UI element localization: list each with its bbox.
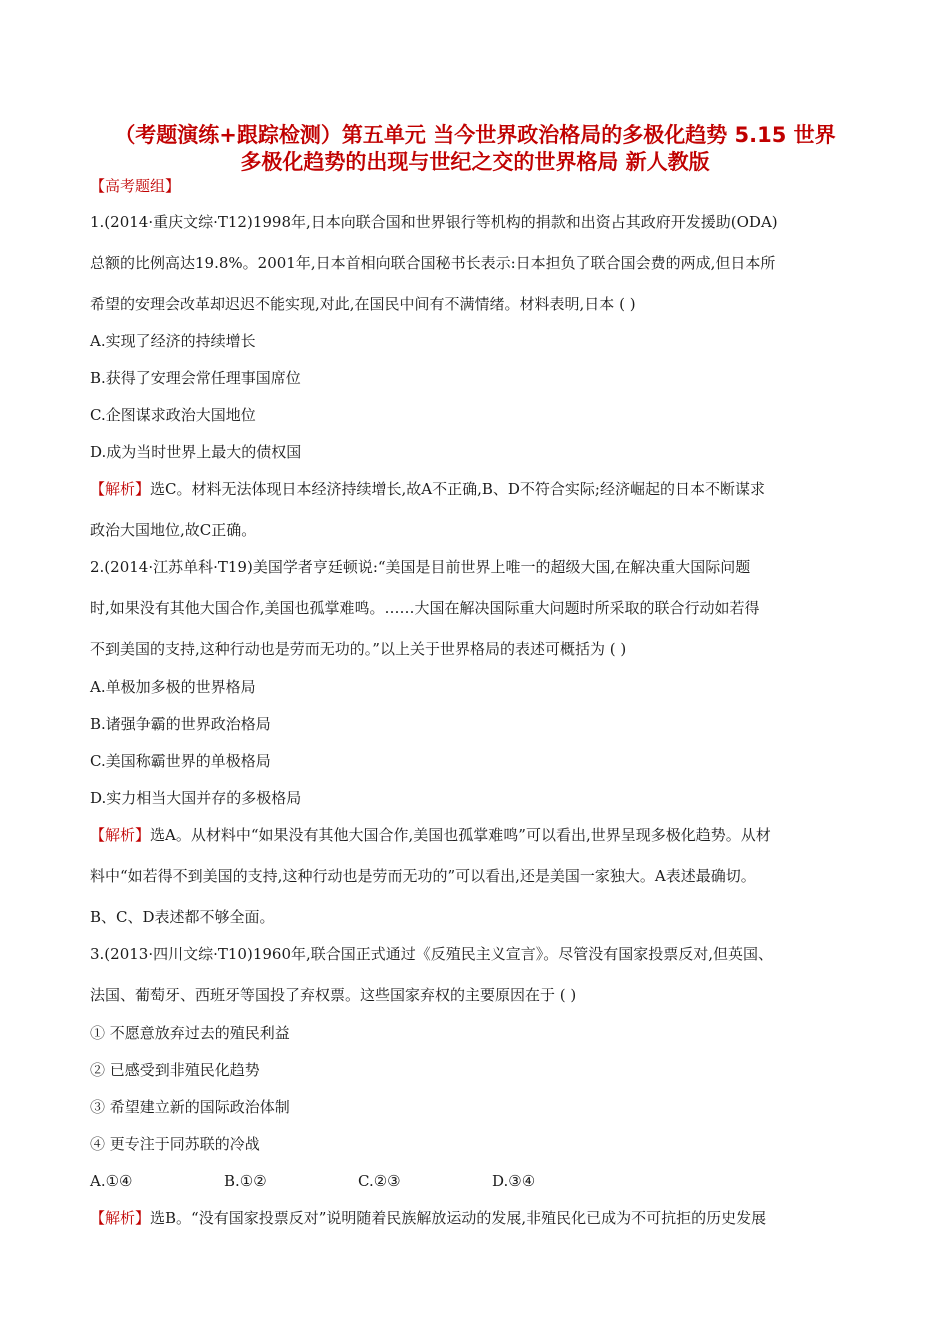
- title-main: 第五单元 当今世界政治格局的多极化趋势 5.15 世界: [341, 123, 836, 147]
- analysis-label: 【解析】: [90, 480, 151, 498]
- question-1-option-c: C.企图谋求政治大国地位: [90, 406, 256, 424]
- question-3-analysis-line-1: [90, 1208, 766, 1228]
- section-label: 【高考题组】: [90, 177, 181, 195]
- question-1-option-a: A.实现了经济的持续增长: [90, 332, 256, 350]
- document-title-line-1: [60, 121, 890, 149]
- question-2-analysis-line-1: [90, 825, 771, 845]
- question-3-item-1: ① 不愿意放弃过去的殖民利益: [90, 1024, 290, 1042]
- question-1-line-1: 1.(2014·重庆文综·T12)1998年,日本向联合国和世界银行等机构的捐款和出资占其政府开发援助(ODA): [90, 213, 778, 231]
- question-2-line-3: 不到美国的支持,这种行动也是劳而无功的。”以上关于世界格局的表述可概括为 ( ): [90, 640, 627, 658]
- question-3-choice-c: C.②③: [358, 1172, 401, 1190]
- question-2-option-d: D.实力相当大国并存的多极格局: [90, 789, 302, 807]
- question-3-choice-d: D.③④: [492, 1172, 536, 1190]
- question-2-analysis-line-3: B、C、D表述都不够全面。: [90, 908, 275, 926]
- title-prefix: （考题演练+跟踪检测）: [114, 123, 342, 147]
- analysis-text: 选A。从材料中“如果没有其他大国合作,美国也孤掌难鸣”可以看出,世界呈现多极化趋势。从材: [150, 826, 771, 844]
- question-1-analysis-line-2: 政治大国地位,故C正确。: [90, 521, 257, 539]
- question-3-item-3: ③ 希望建立新的国际政治体制: [90, 1098, 290, 1116]
- question-3-choice-a: A.①④: [90, 1172, 133, 1190]
- question-2-option-b: B.诸强争霸的世界政治格局: [90, 715, 271, 733]
- analysis-text: 选C。材料无法体现日本经济持续增长,故A不正确,B、D不符合实际;经济崛起的日本不断谋求: [150, 480, 765, 498]
- document-title-line-2: 多极化趋势的出现与世纪之交的世界格局 新人教版: [240, 150, 710, 174]
- analysis-label: 【解析】: [90, 826, 151, 844]
- question-1-line-2: 总额的比例高达19.8%。2001年,日本首相向联合国秘书长表示:日本担负了联合国会费的两成,但日本所: [90, 254, 776, 272]
- question-2-option-c: C.美国称霸世界的单极格局: [90, 752, 271, 770]
- question-1-option-b: B.获得了安理会常任理事国席位: [90, 369, 301, 387]
- question-1-line-3: 希望的安理会改革却迟迟不能实现,对此,在国民中间有不满情绪。材料表明,日本 ( ): [90, 295, 636, 313]
- question-3-line-2: 法国、葡萄牙、西班牙等国投了弃权票。这些国家弃权的主要原因在于 ( ): [90, 986, 577, 1004]
- question-2-option-a: A.单极加多极的世界格局: [90, 678, 256, 696]
- question-3-line-1: 3.(2013·四川文综·T10)1960年,联合国正式通过《反殖民主义宣言》。尽管没有国家投票反对,但英国、: [90, 945, 774, 963]
- question-2-line-1: 2.(2014·江苏单科·T19)美国学者亨廷顿说:“美国是目前世界上唯一的超级大国,在解决重大国际问题: [90, 558, 751, 576]
- question-1-analysis-line-1: [90, 479, 765, 499]
- question-2-line-2: 时,如果没有其他大国合作,美国也孤掌难鸣。……大国在解决国际重大问题时所采取的联合行动如若得: [90, 599, 760, 617]
- question-3-item-4: ④ 更专注于同苏联的冷战: [90, 1135, 260, 1153]
- analysis-label: 【解析】: [90, 1209, 151, 1227]
- question-2-analysis-line-2: 料中“如若得不到美国的支持,这种行动也是劳而无功的”可以看出,还是美国一家独大。A表述最确切。: [90, 867, 756, 885]
- analysis-text: 选B。“没有国家投票反对”说明随着民族解放运动的发展,非殖民化已成为不可抗拒的历史发展: [150, 1209, 767, 1227]
- question-3-choice-b: B.①②: [224, 1172, 267, 1190]
- question-3-item-2: ② 已感受到非殖民化趋势: [90, 1061, 260, 1079]
- question-1-option-d: D.成为当时世界上最大的债权国: [90, 443, 302, 461]
